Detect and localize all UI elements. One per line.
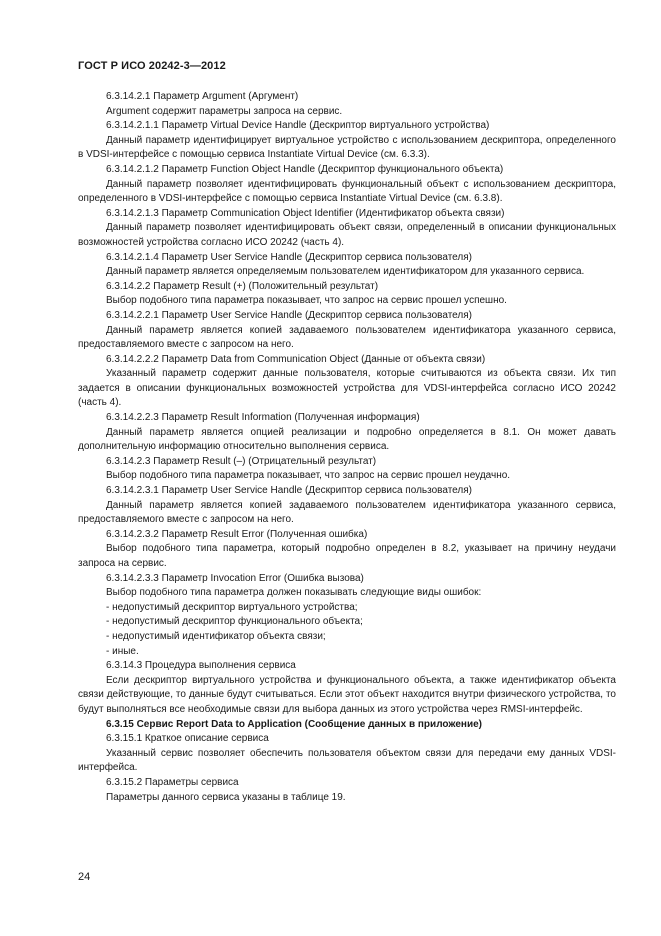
page-number: 24: [78, 871, 91, 883]
paragraph: - недопустимый дескриптор функционального объекта;: [106, 616, 363, 628]
paragraph: 6.3.14.2.3.2 Параметр Result Error (Полученная ошибка): [106, 528, 368, 540]
paragraph: 6.3.14.2.1.2 Параметр Function Object Handle (Дескриптор функционального объекта): [106, 163, 504, 175]
paragraph: 6.3.14.2.1 Параметр Argument (Аргумент): [106, 91, 299, 102]
paragraph: - недопустимый идентификатор объекта связи;: [106, 630, 326, 642]
paragraph: Данный параметр является определяемым пользователем идентификатором для указанного сервиса.: [106, 266, 585, 278]
paragraph: Указанный параметр содержит данные пользователя, которые считываются из объекта связи. Их тип задается в описании функциональных возможностей устройства для VDSI-интерфейса согласно ИСО 20242 (часть 4).: [78, 368, 616, 409]
paragraph: Выбор подобного типа параметра показывает, что запрос на сервис прошел неудачно.: [106, 470, 511, 482]
paragraph: 6.3.14.2.1.3 Параметр Communication Object Identifier (Идентификатор объекта связи): [106, 207, 505, 219]
paragraph: - недопустимый дескриптор виртуального устройства;: [106, 601, 358, 613]
paragraph: 6.3.14.2.3.3 Параметр Invocation Error (Ошибка вызова): [106, 572, 364, 584]
paragraph: Данный параметр является копией задаваемого пользователем идентификатора указанного сервиса, предоставляемого вместе с запросом на него.: [78, 324, 616, 351]
paragraph: Данный параметр идентифицирует виртуальное устройство с использованием дескриптора, определенного в VDSI-интерфейсе с помощью сервиса Instantiate Virtual Device (см. 6.3.3).: [78, 134, 616, 161]
paragraph: 6.3.14.2.2.2 Параметр Data from Communication Object (Данные от объекта связи): [106, 353, 486, 365]
paragraph: 6.3.14.2.1.1 Параметр Virtual Device Handle (Дескриптор виртуального устройства): [106, 120, 490, 132]
paragraph: Выбор подобного типа параметра, который подробно определен в 8.2, указывает на причину неудачи запроса на сервис.: [78, 543, 616, 569]
paragraph: 6.3.14.2.2 Параметр Result (+) (Положительный результат): [106, 280, 379, 292]
paragraph: 6.3.14.2.3.1 Параметр User Service Handle (Дескриптор сервиса пользователя): [106, 485, 472, 497]
paragraph: Выбор подобного типа параметра показывает, что запрос на сервис прошел успешно.: [106, 295, 507, 307]
paragraph: 6.3.15.2 Параметры сервиса: [106, 776, 239, 788]
paragraph: Argument содержит параметры запроса на сервис.: [106, 105, 343, 117]
document-body: [78, 90, 616, 805]
document-header: ГОСТ Р ИСО 20242-3—2012: [78, 60, 226, 72]
paragraph: Выбор подобного типа параметра должен показывать следующие виды ошибок:: [106, 587, 482, 599]
paragraph: Данный параметр позволяет идентифицировать объект связи, определенный в описании функциональных возможностей устройства согласно ИСО 20242 (часть 4).: [78, 222, 616, 248]
paragraph: 6.3.14.2.2.1 Параметр User Service Handle (Дескриптор сервиса пользователя): [106, 309, 472, 321]
paragraph: Если дескриптор виртуального устройства и функционального объекта, а также идентификатор объекта связи действующие, то данные будут считываться. Если этот объект находится внутри физического устройства, то будут выполняться все необходимые связи для выбора данных из этого устройства через RMSI-интерфейс.: [78, 674, 616, 715]
paragraph: 6.3.14.2.2.3 Параметр Result Information (Полученная информация): [106, 412, 420, 424]
paragraph: Параметры данного сервиса указаны в таблице 19.: [106, 791, 346, 803]
paragraph: 6.3.14.3 Процедура выполнения сервиса: [106, 660, 296, 672]
paragraph: Данный параметр позволяет идентифицировать функциональный объект с использованием дескриптора, определенного в VDSI-интерфейсе с помощью сервиса Instantiate Virtual Device (см. 6.3.8).: [78, 178, 616, 205]
paragraph: Данный параметр является опцией реализации и подробно определяется в 8.1. Он может давать дополнительную информацию относительно выполнения сервиса.: [78, 426, 616, 453]
paragraph: Указанный сервис позволяет обеспечить пользователя объектом связи для передачи ему данных VDSI-интерфейса.: [78, 747, 616, 774]
paragraph: - иные.: [106, 645, 139, 657]
paragraph: 6.3.14.2.3 Параметр Result (–) (Отрицательный результат): [106, 455, 377, 467]
paragraph: 6.3.15.1 Краткое описание сервиса: [106, 733, 269, 745]
paragraph: 6.3.14.2.1.4 Параметр User Service Handle (Дескриптор сервиса пользователя): [106, 251, 472, 263]
paragraph: Данный параметр является копией задаваемого пользователем идентификатора указанного сервиса, предоставляемого вместе с запросом на него.: [78, 499, 616, 526]
section-heading: 6.3.15 Сервис Report Data to Application (Сообщение данных в приложение): [106, 718, 482, 730]
